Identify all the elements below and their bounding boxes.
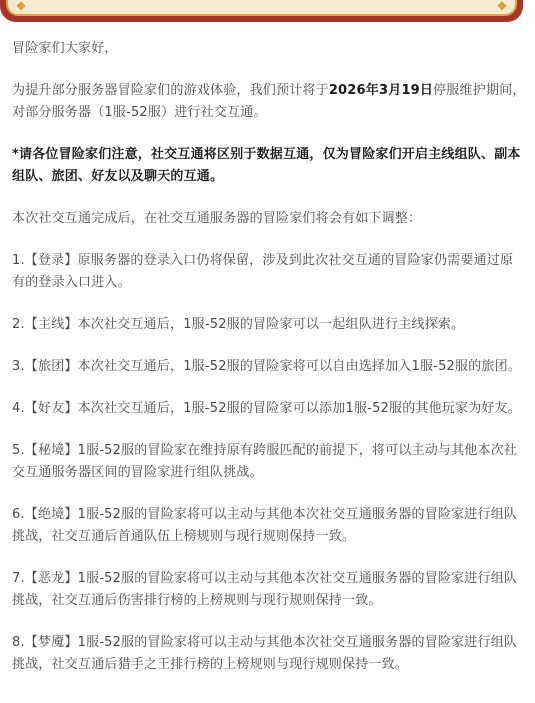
- intro-text-after: 停服维护期间，对部分服务器（1服-52服）进行社交互通。: [12, 83, 526, 120]
- list-item-secret-realm: 5.【秘境】1服-52服的冒险家在维持原有跨服匹配的前提下，将可以主动与其他本次社交互通服务器区间的冒险家进行组队挑战。: [12, 443, 518, 480]
- corner-ornament-icon: ◆: [16, 0, 26, 12]
- list-item-friends: 4.【好友】本次社交互通后，1服-52服的冒险家可以添加1服-52服的其他玩家为好友。: [12, 401, 522, 416]
- corner-ornament-icon: ◆: [497, 0, 507, 12]
- intro-paragraph: [12, 80, 526, 124]
- list-item-guild: 3.【旅团】本次社交互通后，1服-52服的冒险家将可以自由选择加入1服-52服的旅团。: [12, 359, 522, 374]
- list-item-dragon: 7.【恶龙】1服-52服的冒险家将可以主动与其他本次社交互通服务器的冒险家进行组队挑战，社交互通后伤害排行榜的上榜规则与现行规则保持一致。: [12, 571, 518, 608]
- notice-paragraph: *请各位冒险家们注意，社交互通将区别于数据互通，仅为冒险家们开启主线组队、副本组队、旅团、好友以及聊天的互通。: [12, 147, 521, 184]
- header-banner: [0, 0, 523, 22]
- intro-text: 为提升部分服务器冒险家们的游戏体验，我们预计将于: [12, 83, 329, 98]
- list-item-mainline: 2.【主线】本次社交互通后，1服-52服的冒险家可以一起组队进行主线探索。: [12, 317, 465, 332]
- adjustment-intro: 本次社交互通完成后，在社交互通服务器的冒险家们将会有如下调整：: [12, 211, 422, 226]
- banner-inner-panel: [6, 0, 517, 16]
- announcement-body: [12, 38, 526, 676]
- list-item-login: 1.【登录】原服务器的登录入口仍将保留，涉及到此次社交互通的冒险家仍需要通过原有的登录入口进入。: [12, 253, 514, 290]
- list-item-abyss: 6.【绝境】1服-52服的冒险家将可以主动与其他本次社交互通服务器的冒险家进行组队挑战，社交互通后首通队伍上榜规则与现行规则保持一致。: [12, 507, 518, 544]
- greeting: 冒险家们大家好，: [12, 41, 118, 56]
- list-item-nightmare: 8.【梦魇】1服-52服的冒险家将可以主动与其他本次社交互通服务器的冒险家进行组队挑战，社交互通后猎手之王排行榜的上榜规则与现行规则保持一致。: [12, 635, 518, 672]
- maintenance-date: 2026年3月19日: [328, 83, 434, 98]
